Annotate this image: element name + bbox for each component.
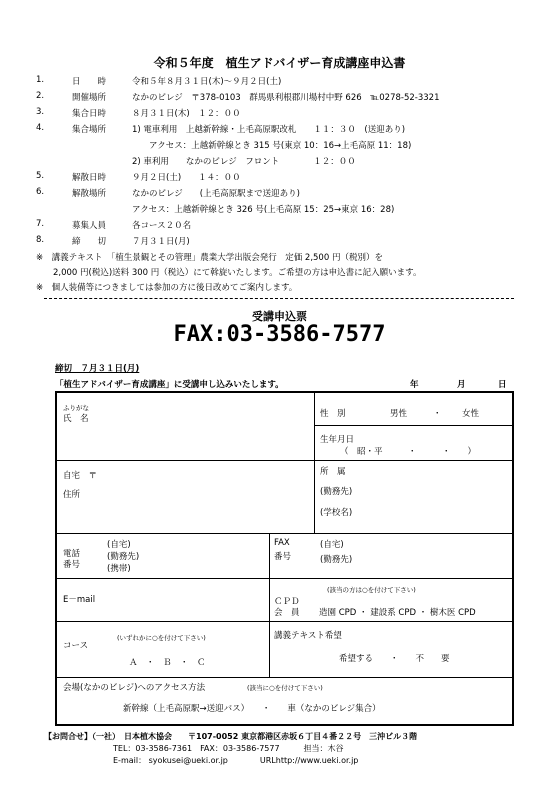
detail-value: 1) 電車利用 上越新幹線・上毛高原駅改札 １１：３０ (送迎あり) [132, 125, 406, 135]
detail-number: 5. [36, 171, 45, 181]
detail-row [0, 91, 559, 107]
access-label: 会場(なかのビレジ)へのアクセス方法 [63, 683, 206, 693]
detail-row [0, 139, 559, 155]
cpd-note: (該当の方は○を付けて下さい) [327, 586, 416, 594]
detail-label: 開催場所 [72, 93, 107, 103]
detail-value: アクセス：上越新幹線とき 315 号(東京 10：16→上毛高原 11：18) [132, 141, 412, 151]
detail-label: 集合場所 [72, 125, 107, 135]
detail-row [0, 155, 559, 171]
access-note: (該当に○を付けて下さい) [247, 684, 323, 692]
detail-label: 解散日時 [72, 173, 107, 183]
footer-email: E-mail： syokusei@ueki.or.jp URLhttp://www.ueki.or.jp [113, 756, 359, 765]
date-year: 年 [410, 380, 419, 390]
fax-label-2: 番号 [274, 552, 292, 562]
detail-value: ９月２日(土) １４：００ [132, 173, 241, 183]
gender-female[interactable]: 女性 [462, 409, 480, 419]
detail-row [0, 219, 559, 235]
detail-number: 1. [36, 75, 45, 85]
detail-label: 集合日時 [72, 109, 107, 119]
cpd-label: ＣＰＤ [274, 597, 300, 607]
date-month: 月 [457, 380, 466, 390]
course-label: コース [63, 641, 89, 651]
detail-label: 解散場所 [72, 189, 107, 199]
detail-value: なかのビレジ 〒378-0103 群馬県利根郡川場村中野 626 ℡0278-52-3321 [132, 93, 440, 103]
detail-number: 3. [36, 107, 45, 117]
course-options[interactable]: Ａ ・ Ｂ ・ Ｃ [129, 658, 206, 668]
note-line: 2,000 円(税込)送料 300 円（税込）にて斡旋いたします。ご希望の方は申込書に記入願います。 [36, 268, 422, 278]
phone-label-2: 番号 [63, 560, 81, 570]
affiliation-label: 所 属 [320, 467, 346, 477]
detail-number: 8. [36, 235, 45, 245]
detail-value: 2) 車利用 なかのビレジ フロント １２：００ [132, 157, 356, 167]
phone-label-1: 電話 [63, 549, 81, 559]
text-request-options[interactable]: 希望する ・ 不 要 [339, 654, 450, 664]
affiliation-workplace[interactable]: (勤務先) [320, 487, 353, 497]
furigana-label: ふりがな [63, 404, 89, 412]
detail-value: ８月３１日(木) １２：００ [132, 109, 241, 119]
detail-row [0, 75, 559, 91]
email-field[interactable] [107, 589, 257, 615]
detail-label: 募集人員 [72, 221, 107, 231]
application-form [55, 391, 514, 726]
affiliation-school[interactable]: (学校名) [320, 508, 353, 518]
gender-male[interactable]: 男性 [390, 409, 408, 419]
detail-label: 日 時 [72, 77, 107, 87]
fax-work[interactable]: (勤務先) [320, 555, 353, 565]
cpd-member-label: 会 員 [274, 608, 300, 618]
access-options[interactable]: 新幹線（上毛高原駅→送迎バス） ・ 車（なかのビレジ集合） [123, 704, 381, 714]
date-day: 日 [498, 380, 507, 390]
detail-number: 2. [36, 91, 45, 101]
footer-tel: TEL：03-3586-7361 FAX：03-3586-7577 担当：木谷 [113, 744, 344, 753]
detail-value: なかのビレジ (上毛高原駅まで送迎あり) [132, 189, 300, 199]
gender-separator: ・ [433, 409, 442, 419]
cpd-options[interactable]: 造園 CPD ・ 建設系 CPD ・ 樹木医 CPD [319, 608, 476, 618]
birth-field[interactable]: （ 昭・平 ・ ・ ） [340, 447, 477, 457]
detail-number: 4. [36, 123, 45, 133]
form-title: 受講申込票 [252, 310, 307, 323]
detail-number: 7. [36, 219, 45, 229]
name-field[interactable] [63, 423, 303, 453]
address-field[interactable] [97, 483, 307, 523]
phone-work[interactable]: (勤務先) [107, 552, 140, 562]
detail-row [0, 187, 559, 203]
home-postal-label: 自宅 〒 [63, 471, 98, 481]
detail-row [0, 123, 559, 139]
fax-home[interactable]: (自宅) [320, 540, 344, 550]
footer-contact: 【お問合せ】（一社） 日本植木協会 〒107-0052 東京都港区赤坂６丁目４番２２号 三沖ビル３階 [44, 732, 418, 741]
apply-line: 「植生アドバイザー育成講座」に受講申し込みいたします。 [55, 380, 284, 390]
detail-row [0, 235, 559, 251]
detail-row [0, 171, 559, 187]
email-label: E－mail [63, 595, 96, 605]
detail-number: 6. [36, 187, 45, 197]
name-label: 氏 名 [63, 414, 89, 424]
detail-row [0, 203, 559, 219]
address-label: 住所 [63, 490, 81, 500]
course-note: (いずれかに○を付けて下さい) [117, 634, 206, 642]
deadline: 締切 ７月３１日(月) [55, 364, 140, 374]
detail-value: 各コース２０名 [132, 221, 192, 231]
phone-mobile[interactable]: (携帯) [107, 564, 131, 574]
gender-label: 性 別 [320, 409, 346, 419]
note-line: ※ 個人装備等につきましては参加の方に後日改めてご案内します。 [36, 283, 298, 293]
detail-value: ７月３１日(月) [132, 237, 190, 247]
note-line: ※ 講義テキスト 「植生景観とその管理」農業大学出版会発行 定価 2,500 円（税別）を [36, 253, 383, 263]
detail-label: 締 切 [72, 237, 107, 247]
phone-home[interactable]: (自宅) [107, 540, 131, 550]
document-title: 令和５年度 植生アドバイザー育成講座申込書 [153, 56, 406, 70]
fax-label-1: FAX [274, 538, 290, 548]
birth-label: 生年月日 [320, 435, 355, 445]
text-request-label: 講義テキスト希望 [274, 631, 342, 641]
cut-line [44, 298, 514, 299]
fax-number: FAX:03-3586-7577 [173, 322, 386, 347]
detail-row [0, 107, 559, 123]
detail-value: アクセス：上越新幹線とき 326 号(上毛高原 15：25→東京 16：28) [132, 205, 395, 215]
detail-value: 令和５年８月３１日(木)～９月２日(土) [132, 77, 282, 87]
